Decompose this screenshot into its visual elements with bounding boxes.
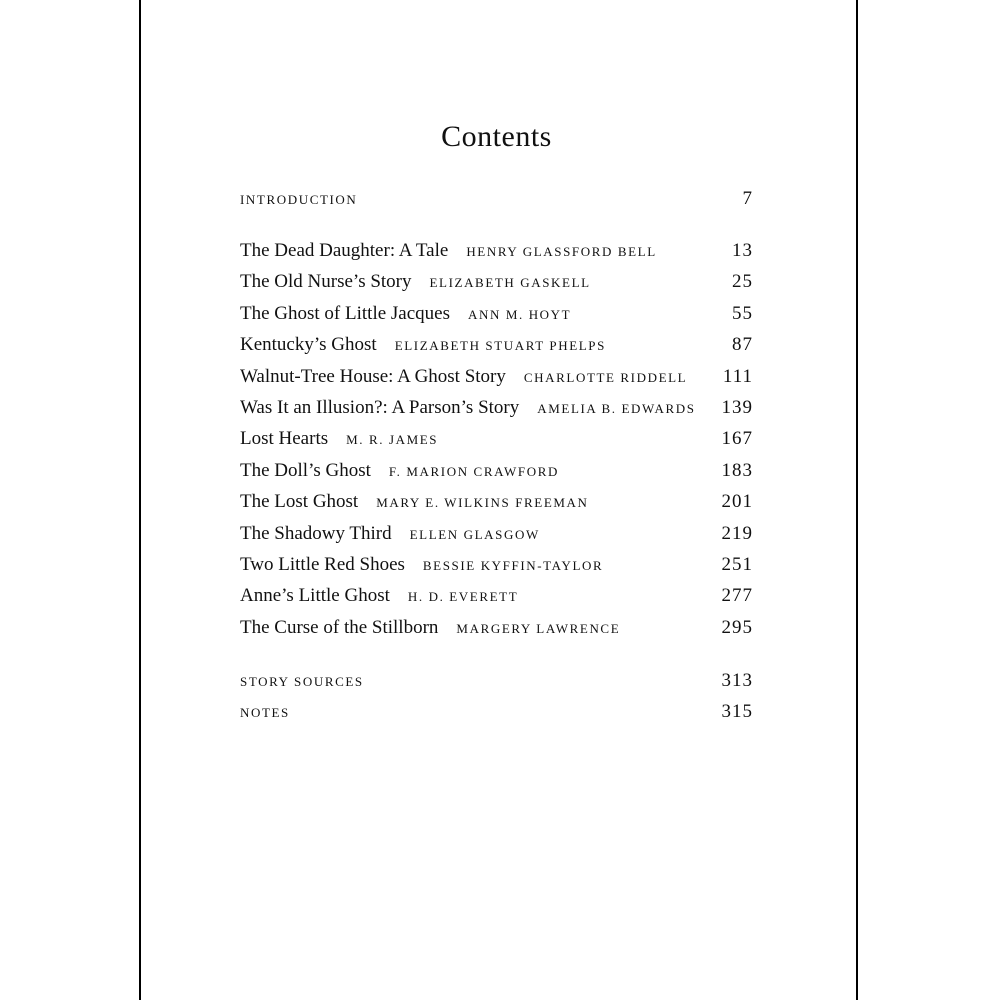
story-title: Walnut-Tree House: A Ghost Story bbox=[240, 365, 506, 387]
story-title: The Lost Ghost bbox=[240, 491, 359, 513]
story-title: Anne’s Little Ghost bbox=[240, 585, 390, 607]
story-author: AMELIA B. EDWARDS bbox=[537, 400, 696, 416]
entry-page: 315 bbox=[721, 701, 753, 723]
toc-entry-story[interactable] bbox=[240, 617, 753, 648]
story-title: The Curse of the Stillborn bbox=[240, 616, 439, 638]
entry-page: 183 bbox=[721, 459, 753, 481]
story-author: BESSIE KYFFIN-TAYLOR bbox=[422, 557, 604, 573]
story-title: The Shadowy Third bbox=[240, 522, 392, 544]
entry-page: 55 bbox=[732, 302, 753, 324]
toc-entry-story[interactable] bbox=[240, 240, 753, 271]
toc-entry-story[interactable] bbox=[240, 271, 753, 302]
story-title: Two Little Red Shoes bbox=[240, 553, 405, 575]
entry-page: 13 bbox=[732, 240, 753, 261]
story-title: The Doll’s Ghost bbox=[240, 459, 371, 481]
story-title: The Old Nurse’s Story bbox=[240, 271, 412, 293]
toc-entry-story-sources[interactable] bbox=[240, 670, 753, 701]
entry-page: 111 bbox=[722, 365, 753, 387]
story-title: Lost Hearts bbox=[240, 428, 329, 450]
entry-label: INTRODUCTION bbox=[240, 192, 358, 207]
story-author: ELIZABETH STUART PHELPS bbox=[394, 338, 606, 354]
toc-back-matter bbox=[240, 670, 753, 733]
toc-entry-story[interactable] bbox=[240, 460, 753, 491]
entry-page: 139 bbox=[721, 396, 753, 418]
entry-label: NOTES bbox=[240, 705, 290, 721]
story-author: HENRY GLASSFORD BELL bbox=[466, 244, 657, 259]
toc-front-matter bbox=[240, 188, 753, 219]
story-author: ANN M. HOYT bbox=[468, 306, 572, 322]
toc-entry-story[interactable] bbox=[240, 585, 753, 616]
entry-page: 7 bbox=[742, 188, 753, 209]
story-author: CHARLOTTE RIDDELL bbox=[523, 369, 688, 385]
entry-page: 201 bbox=[721, 491, 753, 513]
story-title: Was It an Illusion?: A Parson’s Story bbox=[240, 396, 520, 418]
toc-entry-story[interactable] bbox=[240, 491, 753, 522]
toc-entry-story[interactable] bbox=[240, 523, 753, 554]
entry-page: 277 bbox=[721, 585, 753, 607]
toc-entry-story[interactable] bbox=[240, 397, 753, 428]
entry-page: 295 bbox=[721, 616, 753, 638]
toc-entry-story[interactable] bbox=[240, 303, 753, 334]
entry-page: 251 bbox=[721, 553, 753, 575]
toc-entry-introduction[interactable] bbox=[240, 188, 753, 219]
story-author: F. MARION CRAWFORD bbox=[388, 463, 559, 479]
toc-entry-story[interactable] bbox=[240, 334, 753, 365]
story-author: ELLEN GLASGOW bbox=[409, 526, 540, 542]
entry-page: 167 bbox=[721, 428, 753, 450]
story-author: M. R. JAMES bbox=[346, 432, 439, 448]
story-title: Kentucky’s Ghost bbox=[240, 334, 377, 356]
story-author: MARGERY LAWRENCE bbox=[456, 620, 621, 636]
entry-label: STORY SOURCES bbox=[240, 674, 364, 689]
story-author: ELIZABETH GASKELL bbox=[429, 275, 591, 291]
toc-entry-story[interactable] bbox=[240, 366, 753, 397]
toc-stories bbox=[240, 240, 753, 648]
entry-page: 313 bbox=[721, 670, 753, 691]
toc-entry-story[interactable] bbox=[240, 554, 753, 585]
story-author: H. D. EVERETT bbox=[407, 589, 519, 605]
toc-entry-notes[interactable] bbox=[240, 701, 753, 732]
story-title: The Ghost of Little Jacques bbox=[240, 302, 451, 324]
story-author: MARY E. WILKINS FREEMAN bbox=[376, 495, 589, 511]
toc-entry-story[interactable] bbox=[240, 428, 753, 459]
story-title: The Dead Daughter: A Tale bbox=[240, 240, 449, 261]
entry-page: 219 bbox=[721, 522, 753, 544]
page-title: Contents bbox=[441, 120, 552, 153]
entry-page: 87 bbox=[732, 334, 753, 356]
entry-page: 25 bbox=[732, 271, 753, 293]
